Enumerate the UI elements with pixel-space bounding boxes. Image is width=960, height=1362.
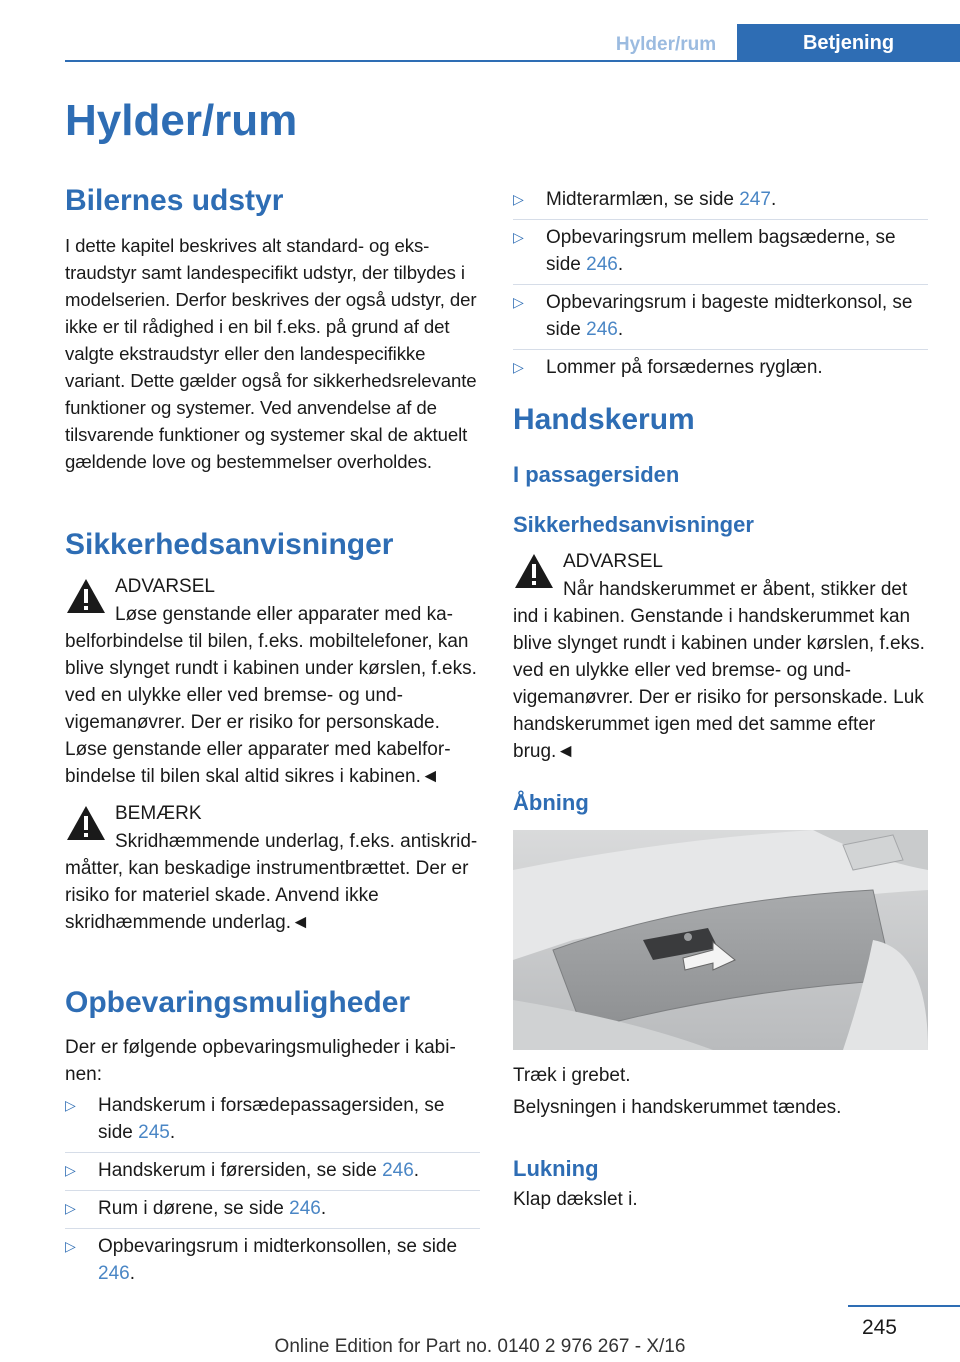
list-item: ▷ Midterarmlæn, se side 247. [513, 186, 928, 220]
page-title: Hylder/rum [65, 96, 298, 145]
warning-label: ADVARSEL [115, 576, 215, 597]
closing-text: Klap dækslet i. [513, 1189, 638, 1210]
equipment-text: I dette kapitel beskrives alt standard- og ekstraudstyr samt landespecifikt udstyr, der tilbydes i modelserien. Derfor beskrives der også udstyr, der ikke er til rådighed i en bil f.eks. på grund af det valgte ekstraudstyr eller den landespecifikke variant. Dette gælder også for sikkerhedsrelevante funktioner og systemer. Ved anvendelse af de tilsvarende funktioner og systemer skal de aktuelt gældende love og bestemmelser overholdes. [65, 235, 477, 472]
header-tab-chapter: Betjening [737, 24, 960, 62]
section-heading-storage: Opbevaringsmuligheder [65, 986, 411, 1019]
glovebox-photo [513, 830, 928, 1050]
notice-label: BEMÆRK [115, 803, 202, 824]
bullet-triangle-icon: ▷ [513, 294, 524, 310]
page-link[interactable]: 245 [138, 1122, 170, 1143]
opening-note: Belysningen i handskerummet tændes. [513, 1097, 842, 1118]
page-link[interactable]: 246 [586, 319, 618, 340]
page-link[interactable]: 246 [289, 1198, 321, 1219]
warning-text: Når handskerummet er åbent, stikker det ind i kabinen. Genstande i handskerummet kan blive slynget rundt i kabinen under kørslen, f.eks. ved en ulykke eller ved bremse- og undvigemanøvrer. Der er risiko for personskade. Luk handskerummet igen med det samme efter brug.◄ [513, 579, 925, 762]
glovebox-illustration [513, 830, 928, 1050]
list-item: ▷ Lommer på forsædernes ryglæn. [513, 354, 928, 387]
bullet-triangle-icon: ▷ [65, 1162, 76, 1178]
bullet-triangle-icon: ▷ [65, 1200, 76, 1216]
list-item: ▷ Handskerum i forsædepassagersiden, se side 245. [65, 1092, 480, 1153]
warning-text: Løse genstande eller apparater med kabelforbindelse til bilen, f.eks. mobiltelefoner, kan blive slynget rundt i kabinen under kørslen, f.eks. ved en ulykke eller ved bremse- og undvigemanøvrer. Der er risiko for personskade. Løse genstande eller apparater med kabelforbindelse til bilen skal altid sikres i kabinen.◄ [65, 604, 477, 787]
page-link[interactable]: 246 [98, 1263, 130, 1284]
subheading-safety: Sikkerhedsanvisninger [513, 512, 754, 537]
bullet-triangle-icon: ▷ [65, 1097, 76, 1113]
page-link[interactable]: 247 [739, 189, 771, 210]
header-tab-section: Hylder/rum [615, 34, 717, 55]
list-item: ▷ Handskerum i førersiden, se side 246. [65, 1157, 480, 1191]
list-item: ▷ Opbevaringsrum mellem bagsæderne, se side 246. [513, 224, 928, 285]
storage-list-right [513, 186, 928, 391]
subheading-opening: Åbning [513, 790, 589, 815]
opening-step: Træk i grebet. [513, 1065, 631, 1086]
bullet-triangle-icon: ▷ [513, 229, 524, 245]
storage-list-left [65, 1092, 480, 1297]
bullet-triangle-icon: ▷ [513, 191, 524, 207]
subheading-closing: Lukning [513, 1156, 599, 1181]
section-heading-glovebox: Handskerum [513, 403, 695, 436]
list-item: ▷ Opbevaringsrum i midterkonsollen, se side 246. [65, 1233, 480, 1293]
list-item: ▷ Rum i dørene, se side 246. [65, 1195, 480, 1229]
bullet-triangle-icon: ▷ [513, 359, 524, 375]
page-link[interactable]: 246 [586, 254, 618, 275]
footer-edition: Online Edition for Part no. 0140 2 976 267 - X/16 [274, 1336, 686, 1357]
page-number: 245 [861, 1316, 897, 1339]
notice-text: Skridhæmmende underlag, f.eks. antiskrid-måtter, kan beskadige instrumentbrættet. Der er risiko for materiel skade. Anvend ikke skridhæmmende underlag.◄ [65, 831, 478, 933]
page-number-rule [848, 1305, 960, 1307]
bullet-triangle-icon: ▷ [65, 1238, 76, 1254]
section-heading-equipment: Bilernes udstyr [65, 184, 284, 217]
storage-intro: Der er følgende opbevaringsmuligheder i kabinen: [65, 1037, 456, 1085]
subheading-passenger-side: I passagersiden [513, 462, 680, 487]
warning-label: ADVARSEL [563, 551, 663, 572]
page-link[interactable]: 246 [382, 1160, 414, 1181]
section-heading-safety: Sikkerhedsanvisninger [65, 528, 394, 561]
header-rule [65, 60, 960, 62]
list-item: ▷ Opbevaringsrum i bageste midterkonsol, se side 246. [513, 289, 928, 350]
